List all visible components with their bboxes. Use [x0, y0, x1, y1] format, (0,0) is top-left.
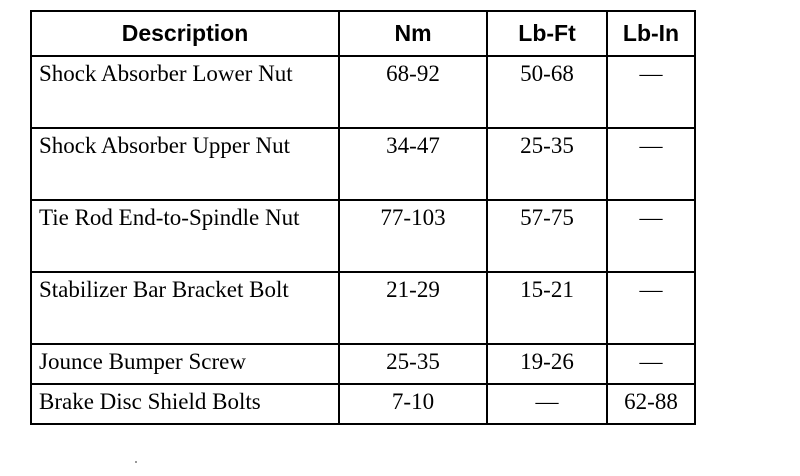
cell-nm: 25-35 [339, 344, 487, 384]
cell-description: Jounce Bumper Screw [31, 344, 339, 384]
cell-nm: 34-47 [339, 128, 487, 200]
cell-nm: 77-103 [339, 200, 487, 272]
table-row [31, 272, 695, 344]
cell-lb-ft: 57-75 [487, 200, 607, 272]
table-row [31, 200, 695, 272]
cell-nm: 68-92 [339, 56, 487, 128]
scan-speck [135, 461, 137, 463]
cell-nm: 21-29 [339, 272, 487, 344]
cell-lb-in: — [607, 128, 695, 200]
header-lb-ft: Lb-Ft [487, 11, 607, 56]
header-nm: Nm [339, 11, 487, 56]
cell-lb-in: — [607, 56, 695, 128]
cell-description: Shock Absorber Lower Nut [31, 56, 339, 128]
cell-lb-ft: — [487, 384, 607, 424]
cell-nm: 7-10 [339, 384, 487, 424]
torque-specification-table [30, 10, 696, 425]
table-row [31, 384, 695, 424]
cell-lb-in: 62-88 [607, 384, 695, 424]
cell-lb-ft: 25-35 [487, 128, 607, 200]
cell-lb-ft: 15-21 [487, 272, 607, 344]
cell-description: Stabilizer Bar Bracket Bolt [31, 272, 339, 344]
table-row [31, 344, 695, 384]
cell-lb-ft: 50-68 [487, 56, 607, 128]
cell-lb-ft: 19-26 [487, 344, 607, 384]
cell-description: Brake Disc Shield Bolts [31, 384, 339, 424]
cell-description: Tie Rod End-to-Spindle Nut [31, 200, 339, 272]
cell-description: Shock Absorber Upper Nut [31, 128, 339, 200]
cell-lb-in: — [607, 272, 695, 344]
table-body [31, 56, 695, 424]
cell-lb-in: — [607, 200, 695, 272]
table-row [31, 128, 695, 200]
table-row [31, 56, 695, 128]
cell-lb-in: — [607, 344, 695, 384]
header-lb-in: Lb-In [607, 11, 695, 56]
header-row [31, 11, 695, 56]
header-description: Description [31, 11, 339, 56]
table-header [31, 11, 695, 56]
